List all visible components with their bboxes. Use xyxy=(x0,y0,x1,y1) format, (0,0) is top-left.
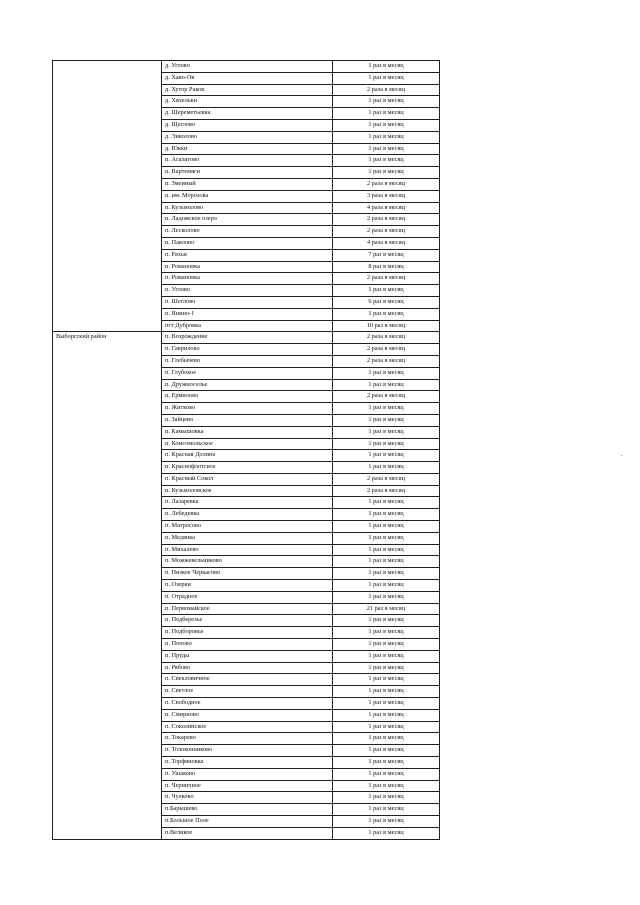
settlement-cell: п. Зайцево xyxy=(162,414,333,426)
settlement-cell: п. Возрождение xyxy=(162,332,333,344)
settlement-cell: п. Светлое xyxy=(162,686,333,698)
frequency-cell: 1 раз в месяц xyxy=(333,615,440,627)
frequency-cell: 1 раз в месяц xyxy=(333,450,440,462)
settlement-cell: п. Лебедевка xyxy=(162,509,333,521)
frequency-cell: 1 раз в месяц xyxy=(333,804,440,816)
settlement-cell: п. Медянка xyxy=(162,532,333,544)
frequency-cell: 1 раз в месяц xyxy=(333,155,440,167)
settlement-cell: п. Свободное xyxy=(162,698,333,710)
settlement-cell: п. Отрадное xyxy=(162,591,333,603)
frequency-cell: 2 раза в месяц xyxy=(333,391,440,403)
settlement-cell: п. Лесколово xyxy=(162,226,333,238)
settlement-cell: п. Глубокое xyxy=(162,367,333,379)
frequency-cell: 1 раз в месяц xyxy=(333,438,440,450)
settlement-cell: д. Щеглово xyxy=(162,119,333,131)
frequency-cell: 1 раз в месяц xyxy=(333,792,440,804)
frequency-cell: 1 раз в месяц xyxy=(333,61,440,73)
settlement-cell: п.Великое xyxy=(162,827,333,839)
frequency-cell: 2 раза в месяц xyxy=(333,473,440,485)
settlement-cell: д. Хаво-Ов xyxy=(162,72,333,84)
frequency-cell: 1 раз в месяц xyxy=(333,167,440,179)
settlement-cell: п. Ермилово xyxy=(162,391,333,403)
settlement-cell: п. Торфяновка xyxy=(162,757,333,769)
settlement-cell: п. Глебычево xyxy=(162,355,333,367)
settlement-cell: п. Дружноселье xyxy=(162,379,333,391)
settlement-cell: п. Красная Долина xyxy=(162,450,333,462)
frequency-cell: 1 раз в месяц xyxy=(333,580,440,592)
settlement-cell: п. Лазаревка xyxy=(162,497,333,509)
frequency-cell: 3 раза в месяц xyxy=(333,190,440,202)
frequency-cell: 1 раз в месяц xyxy=(333,686,440,698)
settlement-cell: д. Шереметьевка xyxy=(162,108,333,120)
frequency-cell: 1 раз в месяц xyxy=(333,403,440,415)
settlement-cell: п. Ушаково xyxy=(162,768,333,780)
frequency-cell: 1 раз в месяц xyxy=(333,379,440,391)
frequency-cell: 1 раз в месяц xyxy=(333,780,440,792)
frequency-cell: 1 раз в месяц xyxy=(333,285,440,297)
settlement-cell: п. Толоконниково xyxy=(162,745,333,757)
settlement-cell: п. Углово xyxy=(162,285,333,297)
frequency-cell: 1 раз в месяц xyxy=(333,568,440,580)
frequency-cell: 1 раз в месяц xyxy=(333,96,440,108)
settlement-cell: п.Барышево xyxy=(162,804,333,816)
settlement-cell: п. им. Морозова xyxy=(162,190,333,202)
scan-speck xyxy=(621,455,622,456)
settlement-cell: п. Рябово xyxy=(162,662,333,674)
settlement-cell: п. Комсомольское xyxy=(162,438,333,450)
frequency-cell: 1 раз в месяц xyxy=(333,521,440,533)
frequency-cell: 10 раз в месяц xyxy=(333,320,440,332)
settlement-cell: п. Подборовье xyxy=(162,627,333,639)
frequency-cell: 1 раз в месяц xyxy=(333,426,440,438)
frequency-cell: 1 раз в месяц xyxy=(333,768,440,780)
settlement-cell: п. Черничное xyxy=(162,780,333,792)
settlement-cell: п. Гаврилово xyxy=(162,344,333,356)
settlement-cell: п. Житково xyxy=(162,403,333,415)
schedule-table xyxy=(52,60,440,840)
frequency-cell: 2 раза в месяц xyxy=(333,344,440,356)
frequency-cell: 1 раз в месяц xyxy=(333,698,440,710)
settlement-cell: п. Озерки xyxy=(162,580,333,592)
settlement-cell: п. Попово xyxy=(162,639,333,651)
settlement-cell: п. Романовка xyxy=(162,261,333,273)
settlement-cell: п. Подберезье xyxy=(162,615,333,627)
frequency-cell: 1 раз в месяц xyxy=(333,131,440,143)
settlement-cell: п. Камышовка xyxy=(162,426,333,438)
frequency-cell: 2 раза в месяц xyxy=(333,226,440,238)
settlement-cell: п. Матросово xyxy=(162,521,333,533)
frequency-cell: 1 раз в месяц xyxy=(333,414,440,426)
frequency-cell: 1 раз в месяц xyxy=(333,650,440,662)
frequency-cell: 7 раз в месяц xyxy=(333,249,440,261)
frequency-cell: 1 раз в месяц xyxy=(333,72,440,84)
frequency-cell: 2 раза в месяц xyxy=(333,273,440,285)
settlement-cell: д. Энколово xyxy=(162,131,333,143)
settlement-cell: п. Агалатово xyxy=(162,155,333,167)
settlement-cell: п. Низкое Черкасово xyxy=(162,568,333,580)
settlement-cell: п. Соколинское xyxy=(162,721,333,733)
frequency-cell: 4 раза в месяц xyxy=(333,237,440,249)
settlement-cell: пгт Дубровка xyxy=(162,320,333,332)
frequency-cell: 1 раз в месяц xyxy=(333,367,440,379)
frequency-cell: 1 раз в месяц xyxy=(333,745,440,757)
settlement-cell: п. Красный Сокол xyxy=(162,473,333,485)
frequency-cell: 1 раз в месяц xyxy=(333,497,440,509)
settlement-cell: д. Юкки xyxy=(162,143,333,155)
frequency-cell: 21 раз в месяц xyxy=(333,603,440,615)
frequency-cell: 6 раз в месяц xyxy=(333,296,440,308)
frequency-cell: 1 раз в месяц xyxy=(333,308,440,320)
table-row xyxy=(53,61,440,73)
settlement-cell: п. Смирново xyxy=(162,709,333,721)
frequency-cell: 1 раз в месяц xyxy=(333,674,440,686)
settlement-cell: п. Кузьмолово xyxy=(162,202,333,214)
frequency-cell: 1 раз в месяц xyxy=(333,709,440,721)
settlement-cell: п. Романовка xyxy=(162,273,333,285)
settlement-cell: п. Рахья xyxy=(162,249,333,261)
frequency-cell: 1 раз в месяц xyxy=(333,119,440,131)
frequency-cell: 1 раз в месяц xyxy=(333,591,440,603)
table-row xyxy=(53,332,440,344)
settlement-cell: п. Можжевельниково xyxy=(162,556,333,568)
frequency-cell: 1 раз в месяц xyxy=(333,509,440,521)
frequency-cell: 1 раз в месяц xyxy=(333,143,440,155)
frequency-cell: 4 раза в месяц xyxy=(333,202,440,214)
settlement-cell: п. Первомайское xyxy=(162,603,333,615)
frequency-cell: 2 раза в месяц xyxy=(333,178,440,190)
frequency-cell: 1 раз в месяц xyxy=(333,544,440,556)
frequency-cell: 8 раз в месяц xyxy=(333,261,440,273)
settlement-cell: п. Михалево xyxy=(162,544,333,556)
settlement-cell: д. Углово xyxy=(162,61,333,73)
frequency-cell: 2 раза в месяц xyxy=(333,355,440,367)
frequency-cell: 1 раз в месяц xyxy=(333,627,440,639)
frequency-cell: 1 раз в месяц xyxy=(333,108,440,120)
frequency-cell: 1 раз в месяц xyxy=(333,556,440,568)
frequency-cell: 1 раз в месяц xyxy=(333,827,440,839)
settlement-cell: п. Кузьмоловское xyxy=(162,485,333,497)
frequency-cell: 2 раза в месяц xyxy=(333,214,440,226)
frequency-cell: 1 раз в месяц xyxy=(333,733,440,745)
settlement-cell: п. Пруды xyxy=(162,650,333,662)
settlement-cell: п. Змеиный xyxy=(162,178,333,190)
frequency-cell: 1 раз в месяц xyxy=(333,532,440,544)
frequency-cell: 2 раза в месяц xyxy=(333,332,440,344)
settlement-cell: п. Свекловичное xyxy=(162,674,333,686)
frequency-cell: 1 раз в месяц xyxy=(333,721,440,733)
settlement-cell: п. Янино-1 xyxy=(162,308,333,320)
settlement-cell: п.Большое Поле xyxy=(162,816,333,828)
frequency-cell: 2 раза в месяц xyxy=(333,485,440,497)
settlement-cell: п. Шеглово xyxy=(162,296,333,308)
frequency-cell: 1 раз в месяц xyxy=(333,462,440,474)
settlement-cell: д. Хяхельки xyxy=(162,96,333,108)
frequency-cell: 1 раз в месяц xyxy=(333,662,440,674)
district-cell: Выборгский район xyxy=(53,332,162,839)
frequency-cell: 1 раз в месяц xyxy=(333,816,440,828)
schedule-table-body xyxy=(53,61,440,840)
frequency-cell: 1 раз в месяц xyxy=(333,757,440,769)
settlement-cell: п. Вартемяги xyxy=(162,167,333,179)
settlement-cell: п. Чулково xyxy=(162,792,333,804)
settlement-cell: д. Хутор Раков xyxy=(162,84,333,96)
settlement-cell: п. Токарево xyxy=(162,733,333,745)
frequency-cell: 1 раз в месяц xyxy=(333,639,440,651)
settlement-cell: п. Ладожское озеро xyxy=(162,214,333,226)
settlement-cell: п. Краснофлотское xyxy=(162,462,333,474)
settlement-cell: п. Павлово xyxy=(162,237,333,249)
district-cell xyxy=(53,61,162,332)
frequency-cell: 2 раза в месяц xyxy=(333,84,440,96)
